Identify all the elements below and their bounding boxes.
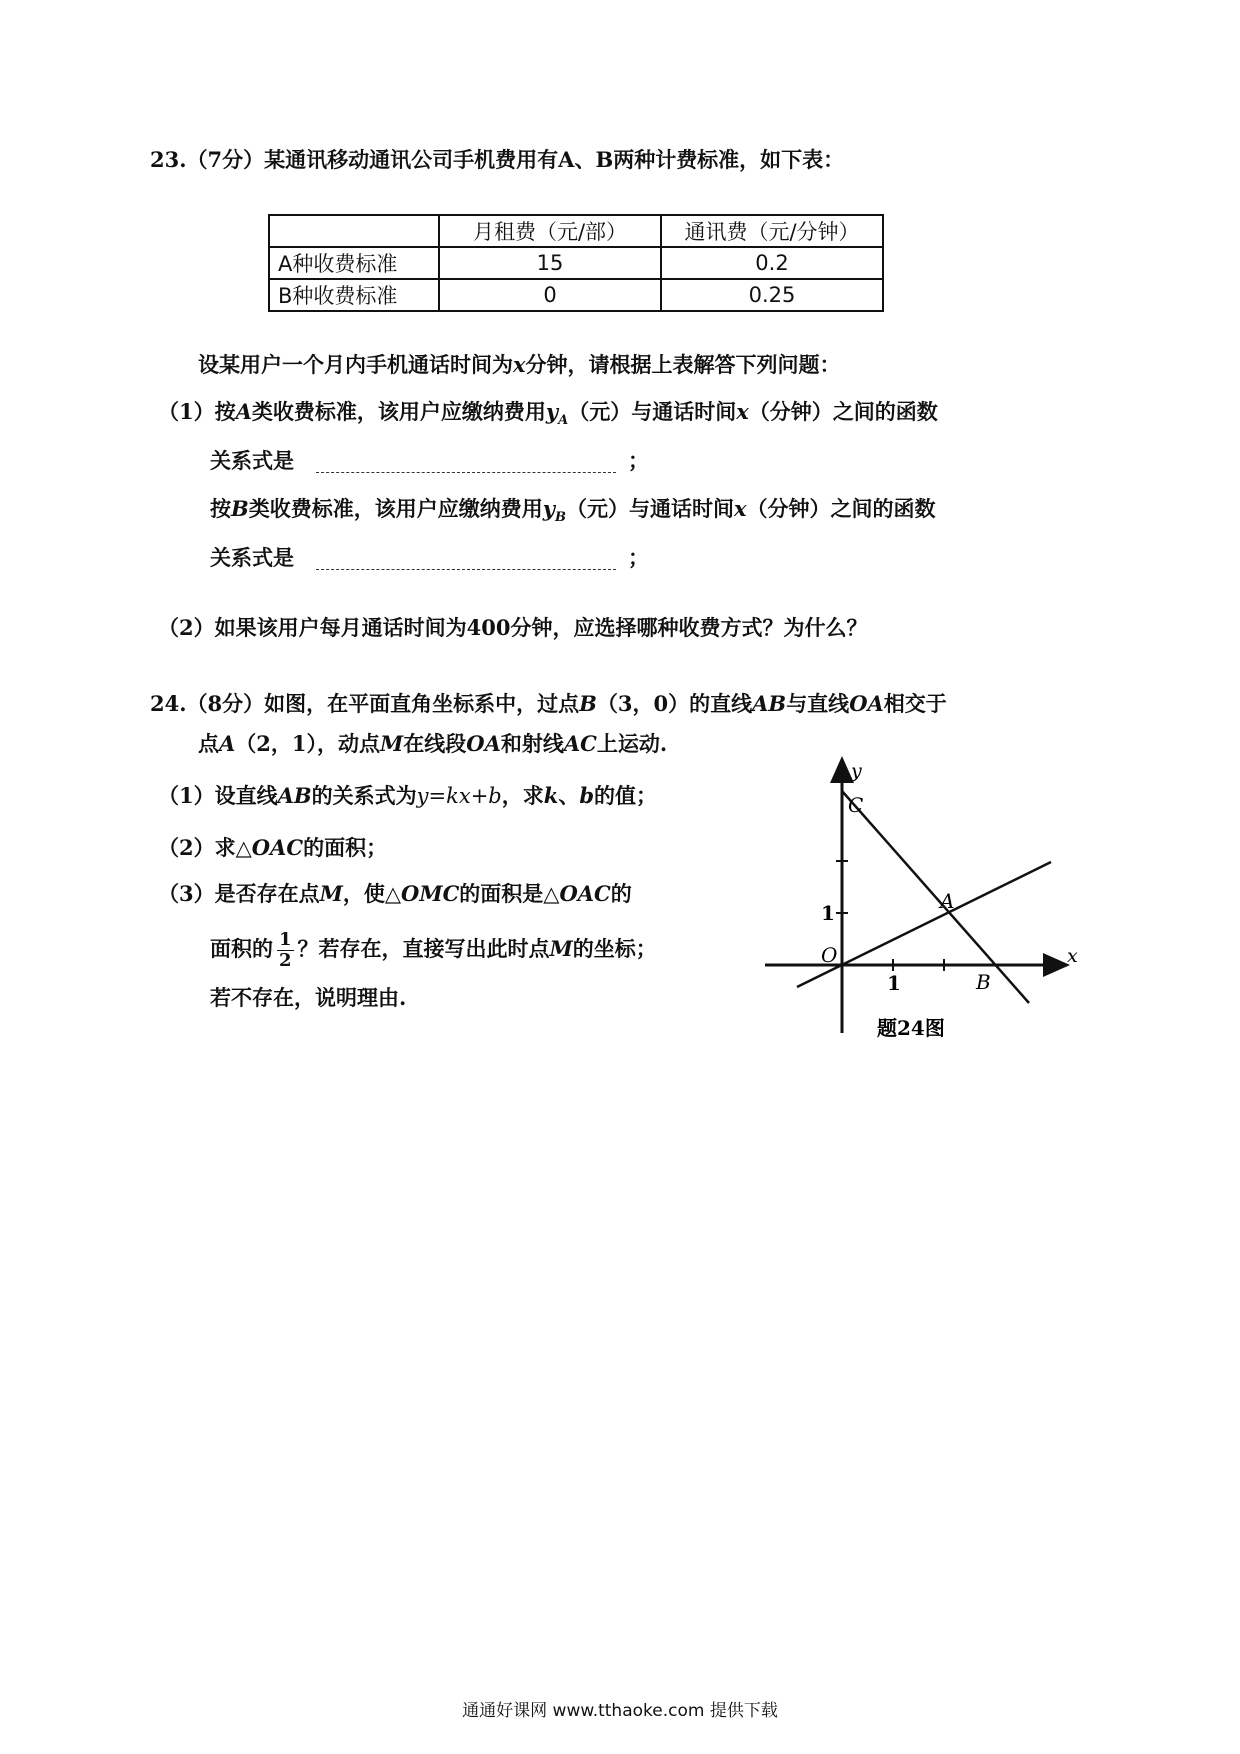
q23-part1b: 按B类收费标准，该用户应缴纳费用$y_B$（元）与通话时间x（分钟）之间的函数 <box>210 496 936 526</box>
q23-part1: （1）按A类收费标准，该用户应缴纳费用$y_A$（元）与通话时间x（分钟）之间的函数 <box>158 399 938 429</box>
label-A: A <box>940 889 955 913</box>
q24-part2: （2）求△OAC的面积； <box>158 835 388 860</box>
q24-figure <box>755 755 1085 1055</box>
q24-part1: （1）设直线AB的关系式为y=kx+b，求k、b的值； <box>158 783 657 808</box>
label-y: y <box>851 760 862 782</box>
label-B: B <box>976 970 991 994</box>
q24-header-2: 点A（2，1），动点M在线段OA和射线AC上运动. <box>198 731 668 756</box>
label-C: C <box>848 793 864 817</box>
answer-blank-a[interactable] <box>316 452 616 473</box>
q23-answer-a: 关系式是 ； <box>210 448 649 473</box>
q23-header: 23.（7分）某通讯移动通讯公司手机费用有A、B两种计费标准，如下表： <box>150 147 845 172</box>
label-x-one: 1 <box>887 971 901 995</box>
table-cell: B种收费标准 <box>269 279 439 311</box>
q24-part3b: 面积的 $\frac{1}{2}$ ？若存在，直接写出此时点M的坐标； <box>210 929 657 971</box>
page-footer: 通通好课网 www.tthaoke.com 提供下载 <box>462 1701 778 1721</box>
table-header-monthly: 月租费（元/部） <box>439 215 661 247</box>
fee-table <box>268 214 884 312</box>
table-row <box>269 247 883 279</box>
line-OA <box>797 862 1051 987</box>
table-cell: A种收费标准 <box>269 247 439 279</box>
table-row <box>269 279 883 311</box>
q23-part2: （2）如果该用户每月通话时间为400分钟，应选择哪种收费方式？为什么？ <box>158 615 868 640</box>
fraction-one-half: $\frac{1}{2}$ <box>279 929 292 971</box>
q24-part3c: 若不存在，说明理由. <box>210 985 407 1010</box>
table-header-call: 通讯费（元/分钟） <box>661 215 883 247</box>
line-AB <box>842 791 1029 1003</box>
answer-blank-b[interactable] <box>316 549 616 570</box>
q23-answer-b: 关系式是 ； <box>210 545 649 570</box>
table-cell: 15 <box>439 247 661 279</box>
label-x: x <box>1067 945 1078 967</box>
figure-caption: 题24图 <box>877 1016 945 1040</box>
table-cell: 0.2 <box>661 247 883 279</box>
table-cell: 0 <box>439 279 661 311</box>
q24-header: 24.（8分）如图，在平面直角坐标系中，过点B（3，0）的直线AB与直线OA相交于 <box>150 691 947 716</box>
q23-intro: 设某用户一个月内手机通话时间为x分钟，请根据上表解答下列问题： <box>198 352 841 377</box>
q24-part3: （3）是否存在点M，使△OMC的面积是△OAC的 <box>158 881 632 906</box>
label-O: O <box>821 943 838 967</box>
table-cell: 0.25 <box>661 279 883 311</box>
table-row <box>269 215 883 247</box>
table-cell <box>269 215 439 247</box>
label-y-one: 1 <box>821 901 835 925</box>
